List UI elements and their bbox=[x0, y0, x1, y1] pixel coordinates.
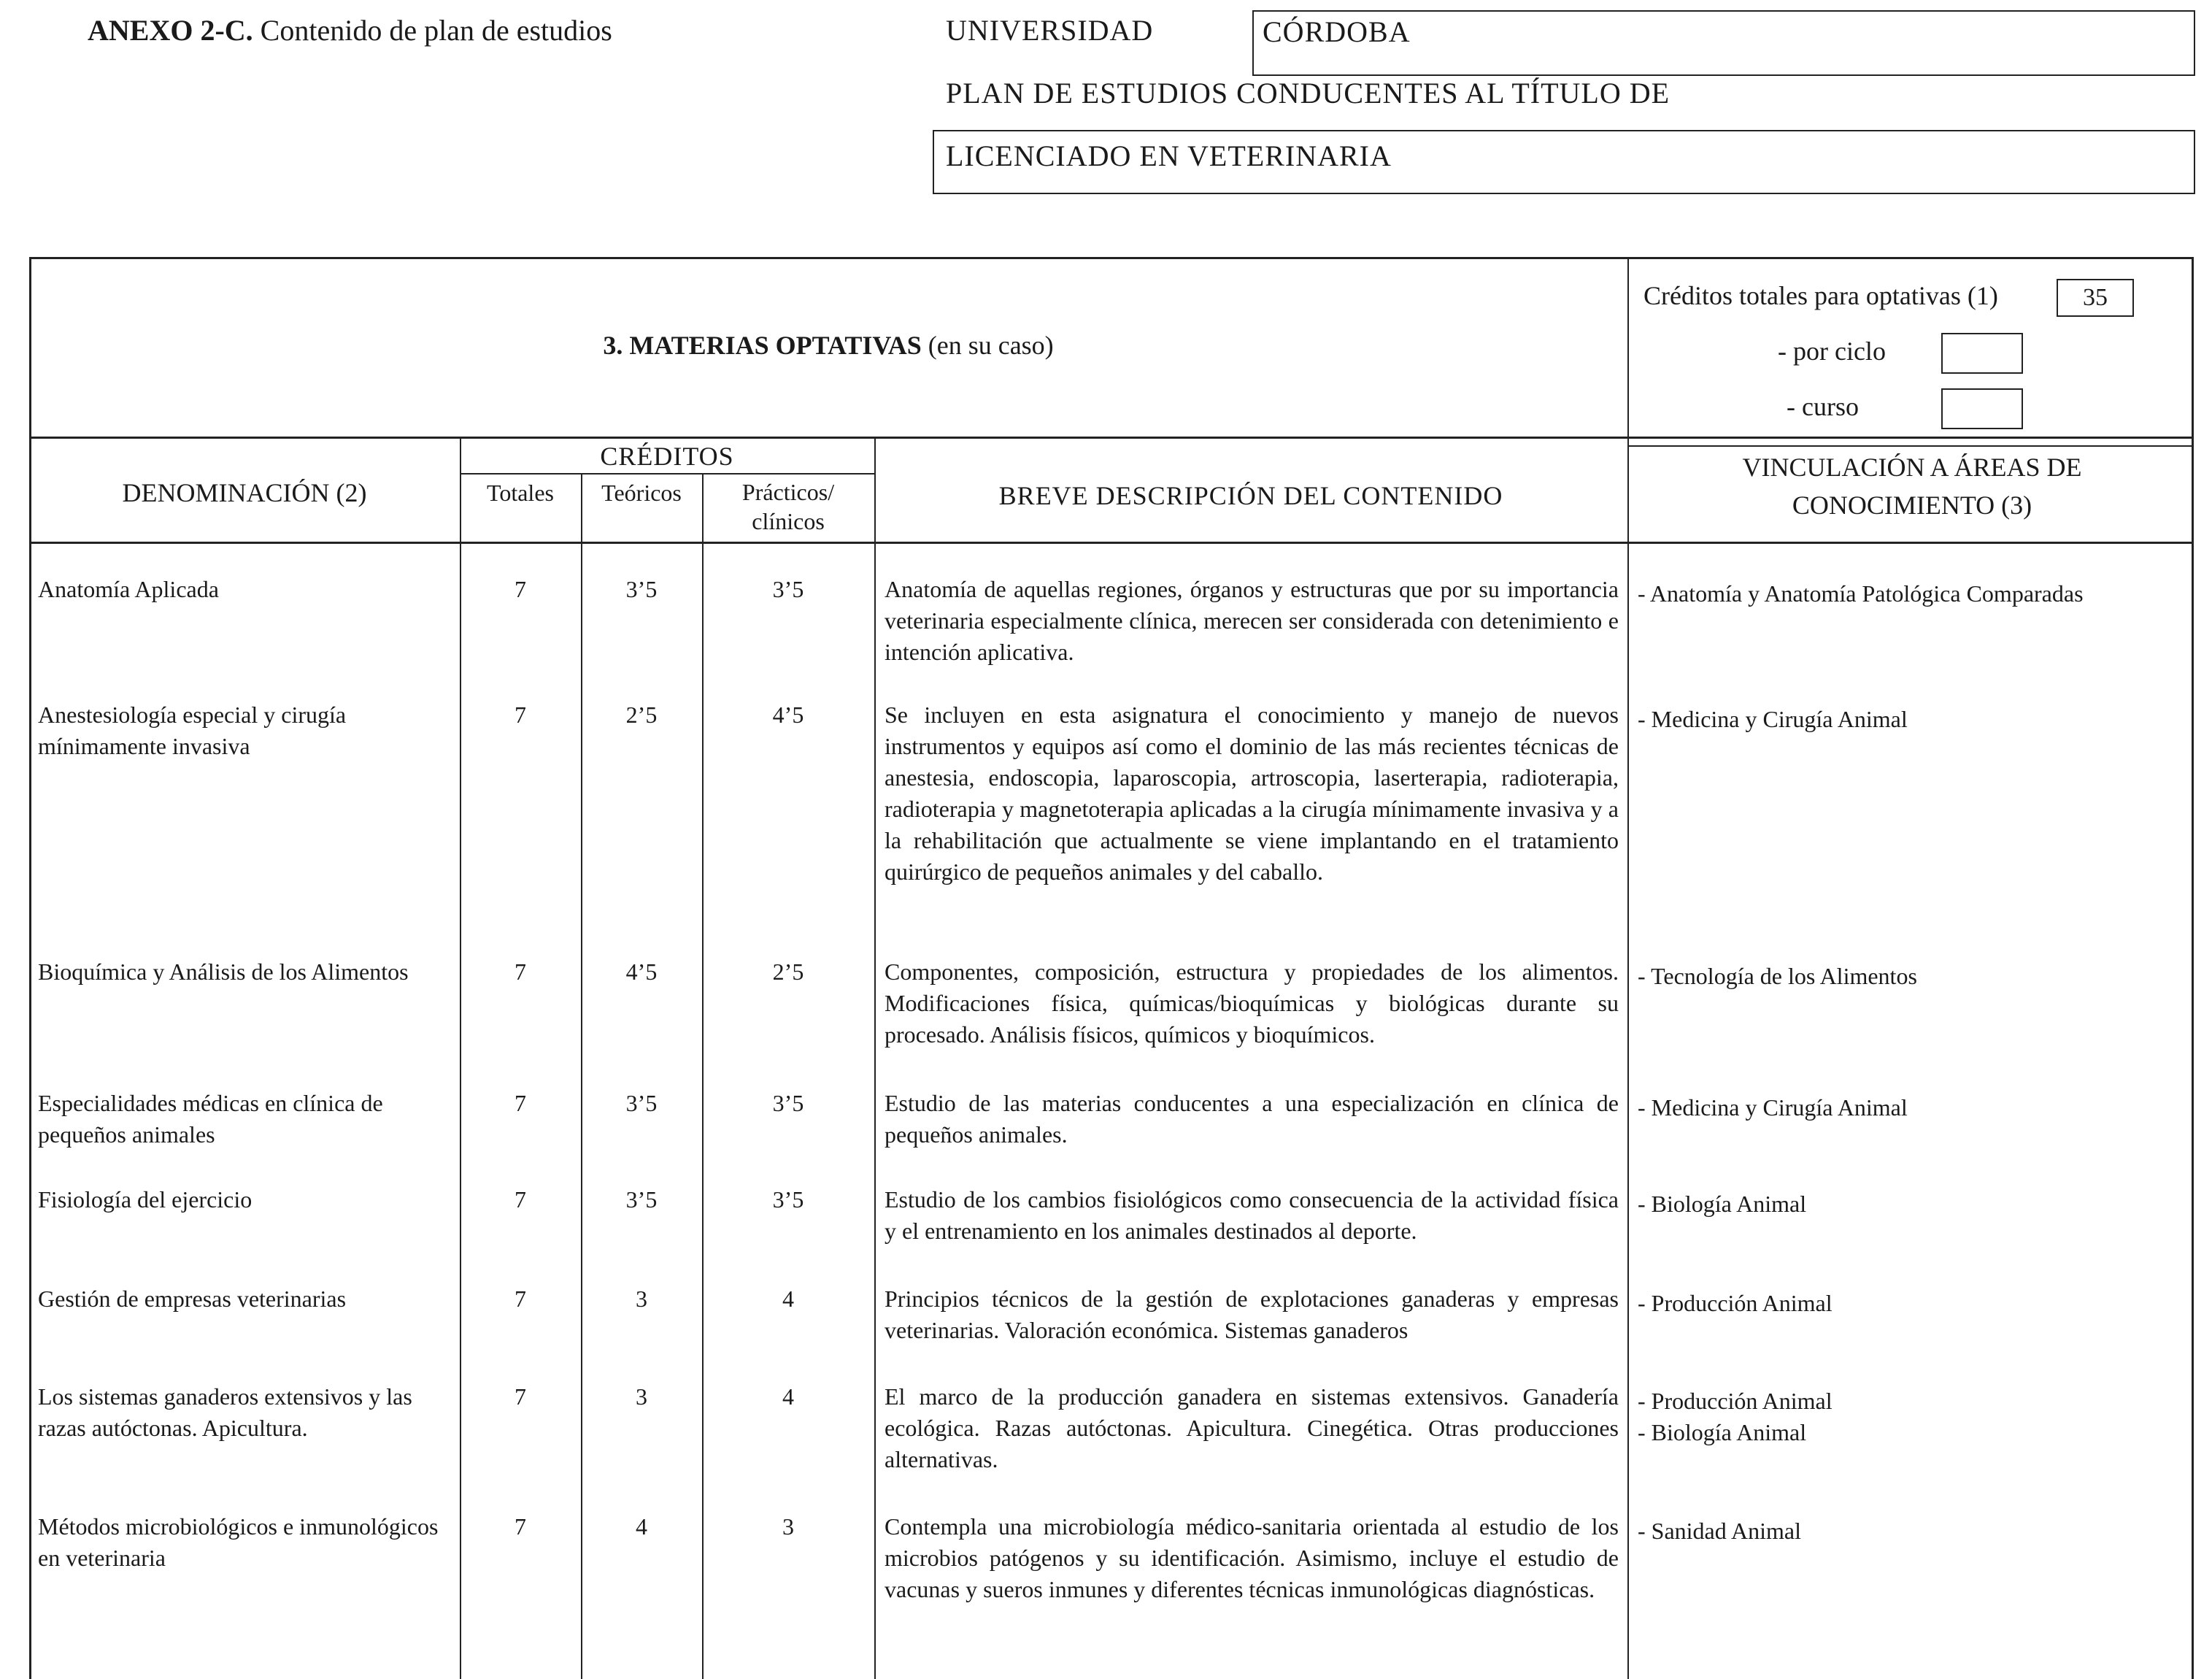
subject-description: Se incluyen en esta asignatura el conocimiento y manejo de nuevos instrumentos y equipos así como el dominio de las más recientes técnicas de anestesia, endoscopia, laparoscopia, artroscopia, laserterapia, radioterapia, radioterapia y magnetoterapia aplicadas a la cirugía mínimamente invasiva y a la rehabilitación que actualmente se viene implantando en el tratamiento quirúrgico de pequeños animales y del caballo. bbox=[885, 702, 1619, 885]
subject-description: Componentes, composición, estructura y propiedades de los alimentos. Modificaciones física, químicas/bioquímicas y biológicas durante su procesado. Análisis físicos, químicos y bioquímicos. bbox=[885, 958, 1619, 1048]
credits-practical: 2’5 bbox=[772, 958, 804, 985]
credits-practical: 3’5 bbox=[772, 1186, 804, 1213]
subject-description: El marco de la producción ganadera en sistemas extensivos. Ganadería ecológica. Razas autóctonas. Apicultura. Cinegética. Otras producciones alternativas. bbox=[885, 1383, 1619, 1472]
optional-subjects-table bbox=[29, 257, 2194, 1679]
credits-total: 7 bbox=[515, 576, 526, 602]
university-box bbox=[1252, 10, 2195, 76]
credits-theory: 3 bbox=[636, 1383, 647, 1410]
credits-theory: 3 bbox=[636, 1286, 647, 1312]
credits-total: 7 bbox=[515, 958, 526, 985]
credits-total: 7 bbox=[515, 1383, 526, 1410]
subject-description: Estudio de las materias conducentes a una especialización en clínica de pequeños animales. bbox=[885, 1090, 1619, 1148]
course-box bbox=[1941, 388, 2023, 429]
knowledge-area: - Tecnología de los Alimentos bbox=[1638, 963, 1917, 989]
per-cycle-box bbox=[1941, 333, 2023, 374]
credits-theory: 3’5 bbox=[625, 576, 658, 602]
knowledge-area: - Medicina y Cirugía Animal bbox=[1638, 1094, 1908, 1121]
subject-name: Gestión de empresas veterinarias bbox=[38, 1286, 347, 1312]
degree-value: LICENCIADO EN VETERINARIA bbox=[946, 139, 1392, 172]
total-credits-value: 35 bbox=[2083, 284, 2108, 311]
credits-practical: 4’5 bbox=[772, 702, 804, 728]
knowledge-area: - Biología Animal bbox=[1638, 1419, 1807, 1445]
col-linkage: VINCULACIÓN A ÁREAS DE CONOCIMIENTO (3) bbox=[1742, 453, 2082, 520]
degree-box bbox=[933, 130, 2195, 194]
col-practical: Prácticos/ clínicos bbox=[741, 479, 835, 534]
credits-theory: 4 bbox=[636, 1513, 647, 1540]
subject-description: Principios técnicos de la gestión de explotaciones ganaderas y empresas veterinarias. Valoración económica. Sistemas ganaderos bbox=[885, 1286, 1619, 1343]
subject-name: Los sistemas ganaderos extensivos y las razas autóctonas. Apicultura. bbox=[38, 1383, 412, 1441]
plan-label: PLAN DE ESTUDIOS CONDUCENTES AL TÍTULO DE bbox=[946, 77, 1670, 110]
annex-label: ANEXO 2-C. bbox=[88, 14, 253, 47]
credits-total: 7 bbox=[515, 1186, 526, 1213]
col-theory: Teóricos bbox=[601, 480, 682, 506]
subject-name: Bioquímica y Análisis de los Alimentos bbox=[38, 958, 409, 985]
col-denomination: DENOMINACIÓN (2) bbox=[122, 478, 367, 507]
credits-total: 7 bbox=[515, 702, 526, 728]
subject-name: Especialidades médicas en clínica de pequeños animales bbox=[38, 1090, 383, 1148]
annex-title: Contenido de plan de estudios bbox=[260, 14, 612, 47]
subject-description: Estudio de los cambios fisiológicos como consecuencia de la actividad física y el entrenamiento en los animales destinados al deporte. bbox=[885, 1186, 1619, 1244]
knowledge-area: - Producción Animal bbox=[1638, 1388, 1833, 1414]
knowledge-area: - Biología Animal bbox=[1638, 1191, 1807, 1217]
university-value: CÓRDOBA bbox=[1263, 15, 1411, 48]
credits-theory: 3’5 bbox=[625, 1090, 658, 1116]
credits-total: 7 bbox=[515, 1286, 526, 1312]
credits-total: 7 bbox=[515, 1513, 526, 1540]
credits-practical: 3’5 bbox=[772, 576, 804, 602]
per-cycle-label: - por ciclo bbox=[1778, 337, 1886, 366]
total-credits-box bbox=[2057, 279, 2134, 317]
col-description: BREVE DESCRIPCIÓN DEL CONTENIDO bbox=[998, 481, 1503, 510]
section-title-bold: 3. MATERIAS OPTATIVAS bbox=[603, 331, 922, 360]
credits-theory: 2’5 bbox=[625, 702, 658, 728]
credits-practical: 4 bbox=[782, 1286, 794, 1312]
total-credits-label: Créditos totales para optativas (1) bbox=[1643, 281, 1998, 310]
credits-theory: 4’5 bbox=[625, 958, 658, 985]
subject-description: Contempla una microbiología médico-sanitaria orientada al estudio de los microbios patógenos y su identificación. Asimismo, incluye el estudio de vacunas y sueros inmunes y diferentes técnicas inmunológicas diagnósticas. bbox=[885, 1513, 1619, 1602]
section-title-rest: (en su caso) bbox=[928, 331, 1054, 360]
credits-practical: 3 bbox=[782, 1513, 794, 1540]
knowledge-area: - Producción Animal bbox=[1638, 1290, 1833, 1316]
subject-name: Anatomía Aplicada bbox=[38, 576, 219, 602]
col-credits: CRÉDITOS bbox=[600, 442, 734, 471]
credits-practical: 3’5 bbox=[772, 1090, 804, 1116]
annex-heading bbox=[88, 13, 612, 48]
subject-name: Fisiología del ejercicio bbox=[38, 1186, 253, 1213]
course-label: - curso bbox=[1787, 392, 1859, 421]
col-totals: Totales bbox=[487, 480, 554, 506]
credits-theory: 3’5 bbox=[625, 1186, 658, 1213]
university-label: UNIVERSIDAD bbox=[946, 14, 1154, 47]
subject-name: Métodos microbiológicos e inmunológicos en veterinaria bbox=[38, 1513, 439, 1571]
credits-total: 7 bbox=[515, 1090, 526, 1116]
section-title bbox=[29, 330, 1627, 361]
credits-practical: 4 bbox=[782, 1383, 794, 1410]
subject-name: Anestesiología especial y cirugía mínimamente invasiva bbox=[38, 702, 347, 759]
knowledge-area: - Anatomía y Anatomía Patológica Comparadas bbox=[1638, 580, 2084, 607]
knowledge-area: - Sanidad Animal bbox=[1638, 1518, 1801, 1544]
subject-description: Anatomía de aquellas regiones, órganos y estructuras que por su importancia veterinaria especialmente clínica, merecen ser considerada con detenimiento e intención aplicativa. bbox=[885, 576, 1619, 665]
knowledge-area: - Medicina y Cirugía Animal bbox=[1638, 706, 1908, 732]
